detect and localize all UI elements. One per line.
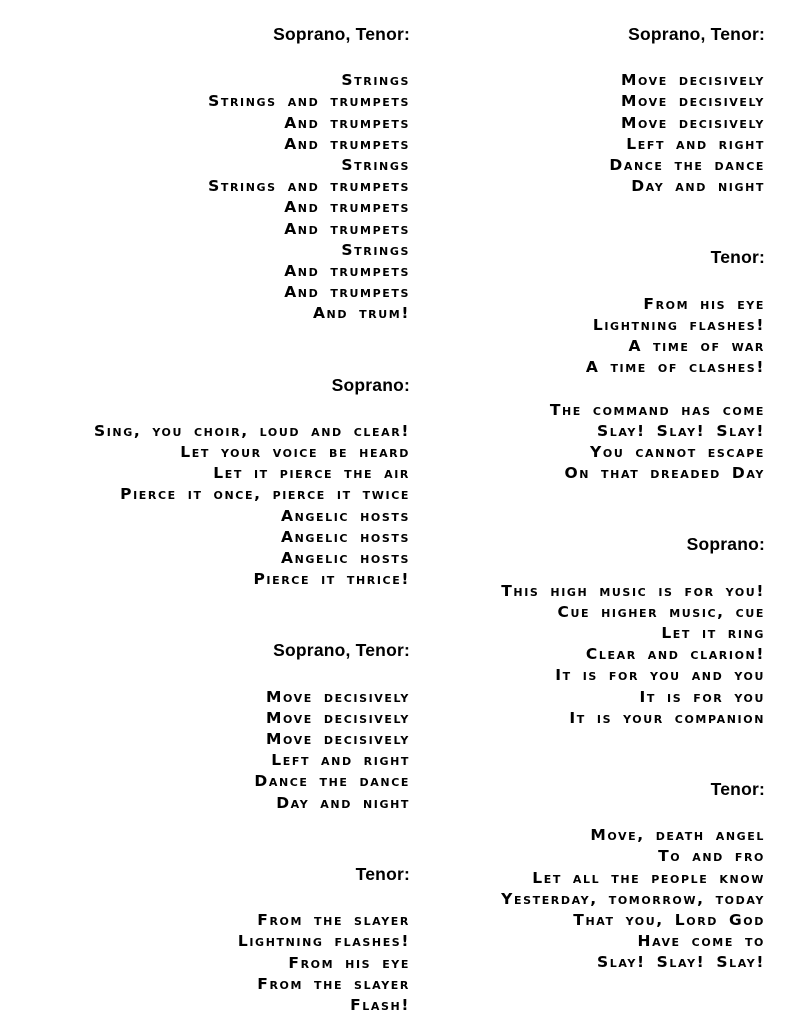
lyric-line: Strings and trumpets — [208, 177, 410, 196]
lyric-line: Let all the people know — [532, 868, 765, 887]
lyric-line: Angelic hosts — [280, 506, 410, 525]
lyric-line: Dance the dance — [609, 156, 765, 175]
voice-part-header: Tenor: — [355, 863, 410, 884]
lyric-line: Pierce it once, pierce it twice — [120, 485, 410, 504]
lyric-line: Move decisively — [265, 730, 410, 749]
stanza — [420, 400, 765, 485]
lyrics-column-right — [420, 0, 765, 974]
lyric-line: And trumpets — [284, 134, 410, 153]
lyric-line: Slay! Slay! Slay! — [597, 953, 765, 972]
lyric-line: Move decisively — [620, 113, 765, 132]
lyric-line: And trumpets — [284, 262, 410, 281]
lyric-section — [420, 534, 765, 729]
lyric-line: From the slayer — [257, 911, 410, 930]
lyric-line: A time of clashes! — [585, 358, 765, 377]
lyric-line: That you, Lord God — [573, 911, 765, 930]
lyric-line: Left and right — [626, 134, 765, 153]
lyric-line: Let your voice be heard — [180, 443, 410, 462]
lyric-line: It is for you and you — [555, 666, 765, 685]
lyric-line: Cue higher music, cue — [557, 602, 765, 621]
lyric-line: It is for you — [639, 687, 765, 706]
lyric-line: Let it ring — [661, 624, 765, 643]
lyric-line: And trumpets — [284, 198, 410, 217]
lyric-line: It is your companion — [569, 708, 765, 727]
lyric-section — [420, 779, 765, 974]
lyric-line: Move, death angel — [590, 826, 765, 845]
stanza — [0, 687, 410, 814]
lyric-line: Pierce it thrice! — [253, 570, 410, 589]
lyric-section — [420, 24, 765, 197]
lyric-line: Angelic hosts — [280, 549, 410, 568]
lyric-line: And trum! — [312, 304, 410, 323]
lyric-line: Day and night — [631, 177, 765, 196]
lyric-line: Move decisively — [620, 71, 765, 90]
lyric-line: You cannot escape — [590, 443, 765, 462]
voice-part-header: Soprano: — [686, 534, 765, 555]
lyric-line: From his eye — [288, 953, 410, 972]
lyric-line: This high music is for you! — [501, 581, 765, 600]
stanza — [420, 581, 765, 729]
voice-part-header: Soprano, Tenor: — [273, 640, 410, 661]
stanza — [420, 294, 765, 379]
voice-part-header: Soprano, Tenor: — [273, 24, 410, 44]
voice-part-header: Tenor: — [710, 247, 765, 268]
lyric-line: Slay! Slay! Slay! — [597, 421, 765, 440]
lyric-line: Clear and clarion! — [585, 645, 765, 664]
lyric-section — [0, 24, 410, 325]
lyric-line: Strings — [341, 240, 410, 259]
lyric-line: Sing, you choir, loud and clear! — [93, 421, 410, 440]
lyric-line: Angelic hosts — [280, 527, 410, 546]
lyric-line: Have come to — [637, 932, 765, 951]
lyric-line: Let it pierce the air — [213, 464, 410, 483]
lyric-line: The command has come — [549, 400, 765, 419]
stanza — [0, 910, 410, 1016]
lyric-line: Dance the dance — [254, 772, 410, 791]
lyric-line: Flash! — [350, 995, 410, 1014]
lyric-section — [0, 864, 410, 1016]
lyric-line: Yesterday, tomorrow, today — [501, 889, 765, 908]
lyric-line: Strings and trumpets — [208, 92, 410, 111]
lyric-line: From his eye — [643, 294, 765, 313]
lyric-line: To and fro — [658, 847, 765, 866]
lyric-line: Move decisively — [620, 92, 765, 111]
voice-part-header: Tenor: — [710, 779, 765, 800]
lyric-line: Lightning flashes! — [237, 932, 410, 951]
stanza — [0, 421, 410, 591]
lyric-section — [420, 247, 765, 484]
lyric-line: And trumpets — [284, 283, 410, 302]
lyric-line: And trumpets — [284, 113, 410, 132]
lyric-line: Day and night — [276, 793, 410, 812]
stanza — [420, 825, 765, 973]
lyric-line: Lightning flashes! — [592, 315, 765, 334]
lyric-line: Strings — [341, 71, 410, 90]
voice-part-header: Soprano: — [331, 374, 410, 395]
voice-part-header: Soprano, Tenor: — [628, 24, 765, 44]
lyric-line: Move decisively — [265, 687, 410, 706]
lyric-section — [0, 375, 410, 591]
lyric-line: Left and right — [271, 751, 410, 770]
lyric-line: On that dreaded Day — [564, 464, 765, 483]
lyric-line: A time of war — [628, 337, 765, 356]
lyric-line: Move decisively — [265, 708, 410, 727]
stanza — [420, 70, 765, 197]
lyric-line: And trumpets — [284, 219, 410, 238]
stanza — [0, 70, 410, 324]
lyric-section — [0, 640, 410, 813]
lyric-line: From the slayer — [257, 974, 410, 993]
lyric-line: Strings — [341, 156, 410, 175]
